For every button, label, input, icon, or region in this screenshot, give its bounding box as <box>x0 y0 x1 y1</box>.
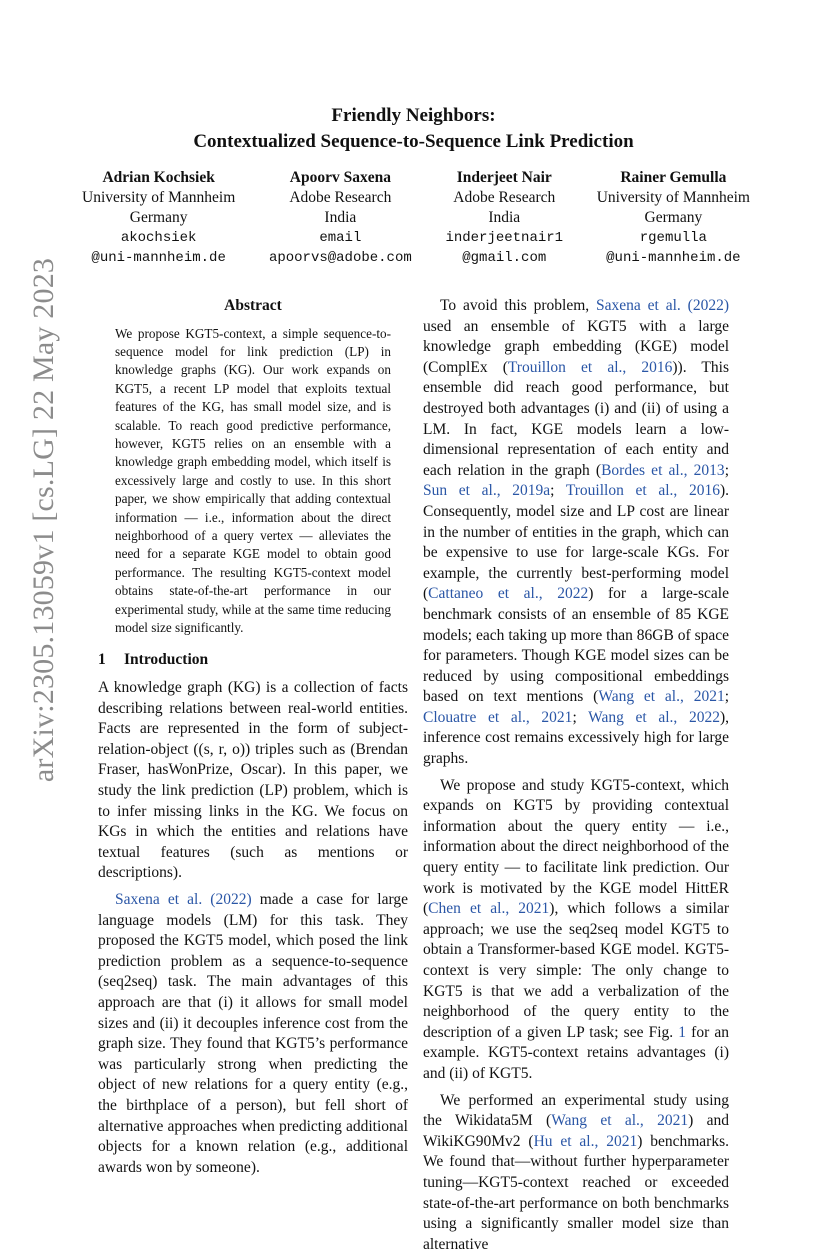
citation-link[interactable]: Wang et al., 2021 <box>551 1112 689 1130</box>
author-name: Adrian Kochsiek <box>102 169 215 186</box>
paragraph: A knowledge graph (KG) is a collection of facts describing relations between real-world entities. Facts are represented in the form of subject-relation-object ((s, r, o)) triples such as (Brendan Fraser, hasWonPrize, Oscar). In this paper, we study the link prediction (LP) problem, which is to infer missing links in the KG. We focus on KGs in which the entities and relations have textual features (such as mentions or descriptions). <box>98 679 408 882</box>
section-title: Introduction <box>124 650 209 668</box>
author-name: Rainer Gemulla <box>620 169 727 186</box>
citation-link[interactable]: Hu et al., 2021 <box>533 1132 638 1150</box>
author-email-line-2: @gmail.com <box>462 250 547 266</box>
author-email-line-1: inderjeetnair1 <box>445 230 564 246</box>
left-column <box>98 296 408 1178</box>
author-affiliation: Adobe Research <box>453 189 556 206</box>
author-affiliation: Adobe Research <box>289 189 392 206</box>
author-block <box>82 168 750 268</box>
right-column <box>423 296 729 1255</box>
citation-link[interactable]: Trouillon et al., 2016 <box>565 482 720 500</box>
section-heading-introduction <box>98 650 408 671</box>
author-email-line-1: rgemulla <box>639 230 707 246</box>
author-email-line-1: akochsiek <box>120 230 197 246</box>
citation-link[interactable]: Bordes et al., 2013 <box>601 461 725 479</box>
author-email-line-2: apoorvs@adobe.com <box>268 250 412 266</box>
title-line-1: Friendly Neighbors: <box>331 105 496 126</box>
author <box>445 168 563 268</box>
author-name: Apoorv Saxena <box>289 169 391 186</box>
citation-link[interactable]: Chen et al., 2021 <box>428 900 550 918</box>
author-country: India <box>324 209 357 226</box>
citation-link[interactable]: Sun et al., 2019a <box>423 482 551 500</box>
title-line-2: Contextualized Sequence-to-Sequence Link Prediction <box>193 131 634 152</box>
author-email-line-2: @uni-mannheim.de <box>606 250 741 266</box>
arxiv-stamp-text: arXiv:2305.13059v1 [cs.LG] 22 May 2023 <box>27 257 61 783</box>
citation-link[interactable]: Clouatre et al., 2021 <box>423 708 573 726</box>
author <box>82 168 235 268</box>
paper-title <box>100 103 727 155</box>
author <box>269 168 412 268</box>
citation-link[interactable]: Saxena et al. (2022) <box>596 297 729 314</box>
citation-link[interactable]: Trouillon et al., 2016 <box>507 358 673 376</box>
author-country: Germany <box>129 209 188 226</box>
author-email-line-1: email <box>319 230 362 246</box>
paragraph: Saxena et al. (2022) made a case for large language models (LM) for this task. They proposed the KGT5 model, which posed the link prediction problem as a sequence-to-sequence (seq2seq) task. The main advantages of this approach are that (i) it allows for small model sizes and (ii) it decouples inference cost from the graph size. They found that KGT5’s performance was particularly strong when predicting the object of new relations for a query entity (e.g., the birthplace of a person), but fell short of alternative approaches when predicting additional objects for a known relation (e.g., additional awards won by someone). <box>98 891 408 1176</box>
abstract-text: We propose KGT5-context, a simple sequence-to-sequence model for link prediction (LP) in knowledge graphs (KG). Our work expands on KGT5, a recent LP model that exploits textual features of the KG, has small model size, and is scalable. To reach good predictive performance, however, KGT5 relies on an ensemble with a knowledge graph embedding model, which itself is excessively large and costly to use. In this short paper, we show empirically that adding contextual information — i.e., information about the direct neighborhood of a query vertex — alleviates the need for a separate KGE model to obtain good performance. The resulting KGT5-context model obtains state-of-the-art performance in our experimental study, while at the same time reducing model size significantly. <box>115 325 391 636</box>
author-country: Germany <box>644 209 703 226</box>
abstract-heading: Abstract <box>224 297 282 314</box>
figure-reference-link[interactable]: 1 <box>678 1023 687 1041</box>
author-name: Inderjeet Nair <box>456 169 552 186</box>
paragraph: We performed an experimental study using the Wikidata5M (Wang et al., 2021) and WikiKG90Mv2 (Hu et al., 2021) benchmarks. We found that—without further hyperparameter tuning—KGT5-context reached or exceeded state-of-the-art performance on both benchmarks using a significantly smaller model size than alternative <box>423 1091 730 1253</box>
paragraph: To avoid this problem, Saxena et al. (2022) used an ensemble of KGT5 with a large knowledge graph embedding (KGE) model (ComplEx (Trouillon et al., 2016)). This ensemble did reach good performance, but destroyed both advantages (i) and (ii) of using a LM. In fact, KGE models learn a low-dimensional representation of each entity and each relation in the graph (Bordes et al., 2013; Sun et al., 2019a; Trouillon et al., 2016). Consequently, model size and LP cost are linear in the number of entities in the graph, which can be expensive to use for large-scale KGs. For example, the currently best-performing model (Cattaneo et al., 2022) for a large-scale benchmark consists of an ensemble of 85 KGE models; each taking up more than 86GB of space for parameters. Though KGE model sizes can be reduced by using compositional embeddings based on text mentions (Wang et al., 2021; Clouatre et al., 2021; Wang et al., 2022), inference cost remains excessively high for large graphs. <box>423 297 730 768</box>
author-affiliation: University of Mannheim <box>596 189 750 206</box>
author <box>597 168 750 268</box>
author-email-line-2: @uni-mannheim.de <box>91 250 226 266</box>
citation-link[interactable]: Cattaneo et al., 2022 <box>428 585 589 603</box>
citation-link[interactable]: Saxena et al. (2022) <box>115 891 252 909</box>
author-country: India <box>488 209 521 226</box>
citation-link[interactable]: Wang et al., 2021 <box>598 688 725 706</box>
section-number: 1 <box>98 650 106 668</box>
paragraph: We propose and study KGT5-context, which expands on KGT5 by providing contextual information about the query entity — i.e., information about the direct neighborhood of the query entity — to facilitate link prediction. Our work is motivated by the KGE model HittER (Chen et al., 2021), which follows a similar approach; we use the seq2seq model KGT5 to obtain a Transformer-based KGE model. KGT5-context is very simple: The only change to KGT5 is that we add a verbalization of the neighborhood of the query entity to the description of a given LP task; see Fig. 1 for an example. KGT5-context retains advantages (i) and (ii) of KGT5. <box>423 776 729 1082</box>
author-affiliation: University of Mannheim <box>82 189 236 206</box>
citation-link[interactable]: Wang et al., 2022 <box>588 708 720 726</box>
arxiv-stamp <box>18 210 70 830</box>
